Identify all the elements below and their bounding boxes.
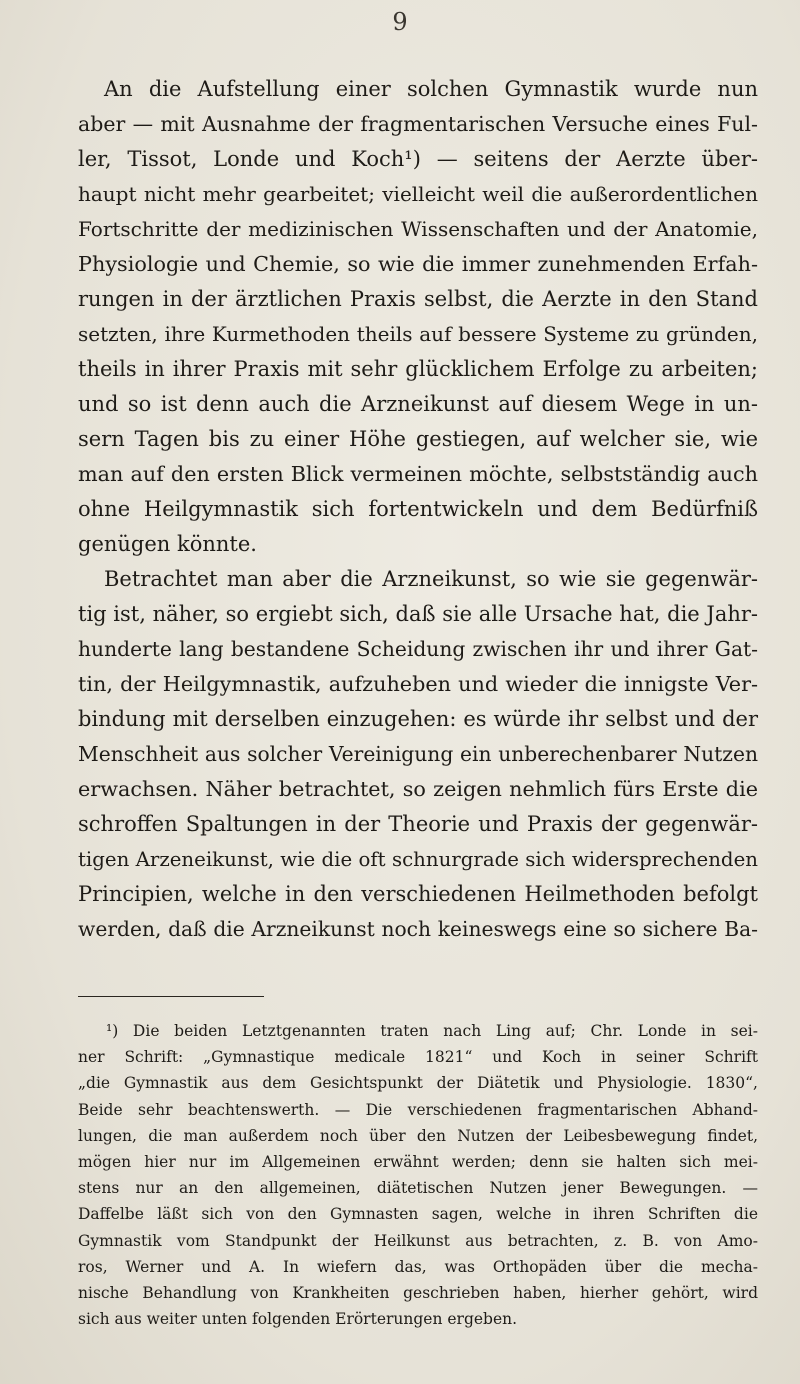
footnote-line: sich aus weiter unten folgenden Erörterungen ergeben. — [78, 1310, 518, 1329]
text-line: Fortschritte der medizinischen Wissenschaften und der Anatomie, — [78, 217, 758, 241]
footnote-separator — [78, 996, 264, 997]
page-number: 9 — [392, 8, 408, 36]
text-line: Physiologie und Chemie, so wie die immer zunehmenden Erfah- — [78, 252, 758, 276]
footnote-line: Daffelbe läßt sich von den Gymnasten sagen, welche in ihren Schriften die — [78, 1205, 758, 1224]
text-line: rungen in der ärztlichen Praxis selbst, die Aerzte in den Stand — [78, 287, 758, 311]
text-line: werden, daß die Arzneikunst noch keineswegs eine so sichere Ba- — [78, 917, 758, 941]
text-line: Betrachtet man aber die Arzneikunst, so wie sie gegenwär- — [104, 567, 758, 591]
text-line: erwachsen. Näher betrachtet, so zeigen nehmlich fürs Erste die — [78, 777, 758, 801]
footnotes — [78, 1018, 758, 1332]
footnote-line: ros, Werner und A. In wiefern das, was Orthopäden über die mecha- — [78, 1257, 758, 1276]
text-line: sern Tagen bis zu einer Höhe gestiegen, auf welcher sie, wie — [78, 427, 758, 451]
text-line: hunderte lang bestandene Scheidung zwischen ihr und ihrer Gat- — [78, 637, 758, 661]
text-line: genügen könnte. — [78, 532, 257, 556]
text-line: schroffen Spaltungen in der Theorie und Praxis der gegenwär- — [78, 812, 758, 836]
text-line: tin, der Heilgymnastik, aufzuheben und wieder die innigste Ver- — [78, 672, 758, 696]
main-text — [78, 72, 758, 947]
text-line: tig ist, näher, so ergiebt sich, daß sie alle Ursache hat, die Jahr- — [78, 602, 758, 626]
text-line: ler, Tissot, Londe und Koch¹) — seitens der Aerzte über- — [78, 147, 758, 171]
text-line: haupt nicht mehr gearbeitet; vielleicht weil die außerordentlichen — [78, 182, 758, 206]
text-line: aber — mit Ausnahme der fragmentarischen Versuche eines Ful- — [78, 112, 758, 136]
text-line: bindung mit derselben einzugehen: es würde ihr selbst und der — [78, 707, 758, 731]
text-line: theils in ihrer Praxis mit sehr glücklichem Erfolge zu arbeiten; — [78, 357, 758, 381]
text-line: Principien, welche in den verschiedenen Heilmethoden befolgt — [78, 882, 758, 906]
footnote-line: nische Behandlung von Krankheiten geschrieben haben, hierher gehört, wird — [78, 1283, 758, 1302]
footnote-line: ¹) Die beiden Letztgenannten traten nach Ling auf; Chr. Londe in sei- — [106, 1022, 758, 1040]
footnote-line: ner Schrift: „Gymnastique medicale 1821“ und Koch in seiner Schrift — [78, 1048, 758, 1067]
text-line: setzten, ihre Kurmethoden theils auf bessere Systeme zu gründen, — [78, 322, 758, 346]
text-line: An die Aufstellung einer solchen Gymnastik wurde nun — [104, 77, 758, 101]
footnote-line: Gymnastik vom Standpunkt der Heilkunst aus betrachten, z. B. von Amo- — [78, 1231, 758, 1250]
text-line: man auf den ersten Blick vermeinen möchte, selbstständig auch — [78, 462, 758, 486]
text-line: Menschheit aus solcher Vereinigung ein unberechenbarer Nutzen — [78, 742, 758, 766]
text-line: ohne Heilgymnastik sich fortentwickeln und dem Bedürfniß — [78, 497, 758, 521]
footnote-line: stens nur an den allgemeinen, diätetischen Nutzen jener Bewegungen. — — [78, 1179, 758, 1198]
footnote-line: „die Gymnastik aus dem Gesichtspunkt der Diätetik und Physiologie. 1830“, — [78, 1074, 758, 1093]
footnote-line: mögen hier nur im Allgemeinen erwähnt werden; denn sie halten sich mei- — [78, 1152, 758, 1171]
footnote-line: Beide sehr beachtenswerth. — Die verschiedenen fragmentarischen Abhand- — [78, 1100, 758, 1119]
footnote-line: lungen, die man außerdem noch über den Nutzen der Leibesbewegung findet, — [78, 1126, 758, 1145]
text-line: und so ist denn auch die Arzneikunst auf diesem Wege in un- — [78, 392, 758, 416]
text-line: tigen Arzeneikunst, wie die oft schnurgrade sich widersprechenden — [78, 848, 758, 871]
